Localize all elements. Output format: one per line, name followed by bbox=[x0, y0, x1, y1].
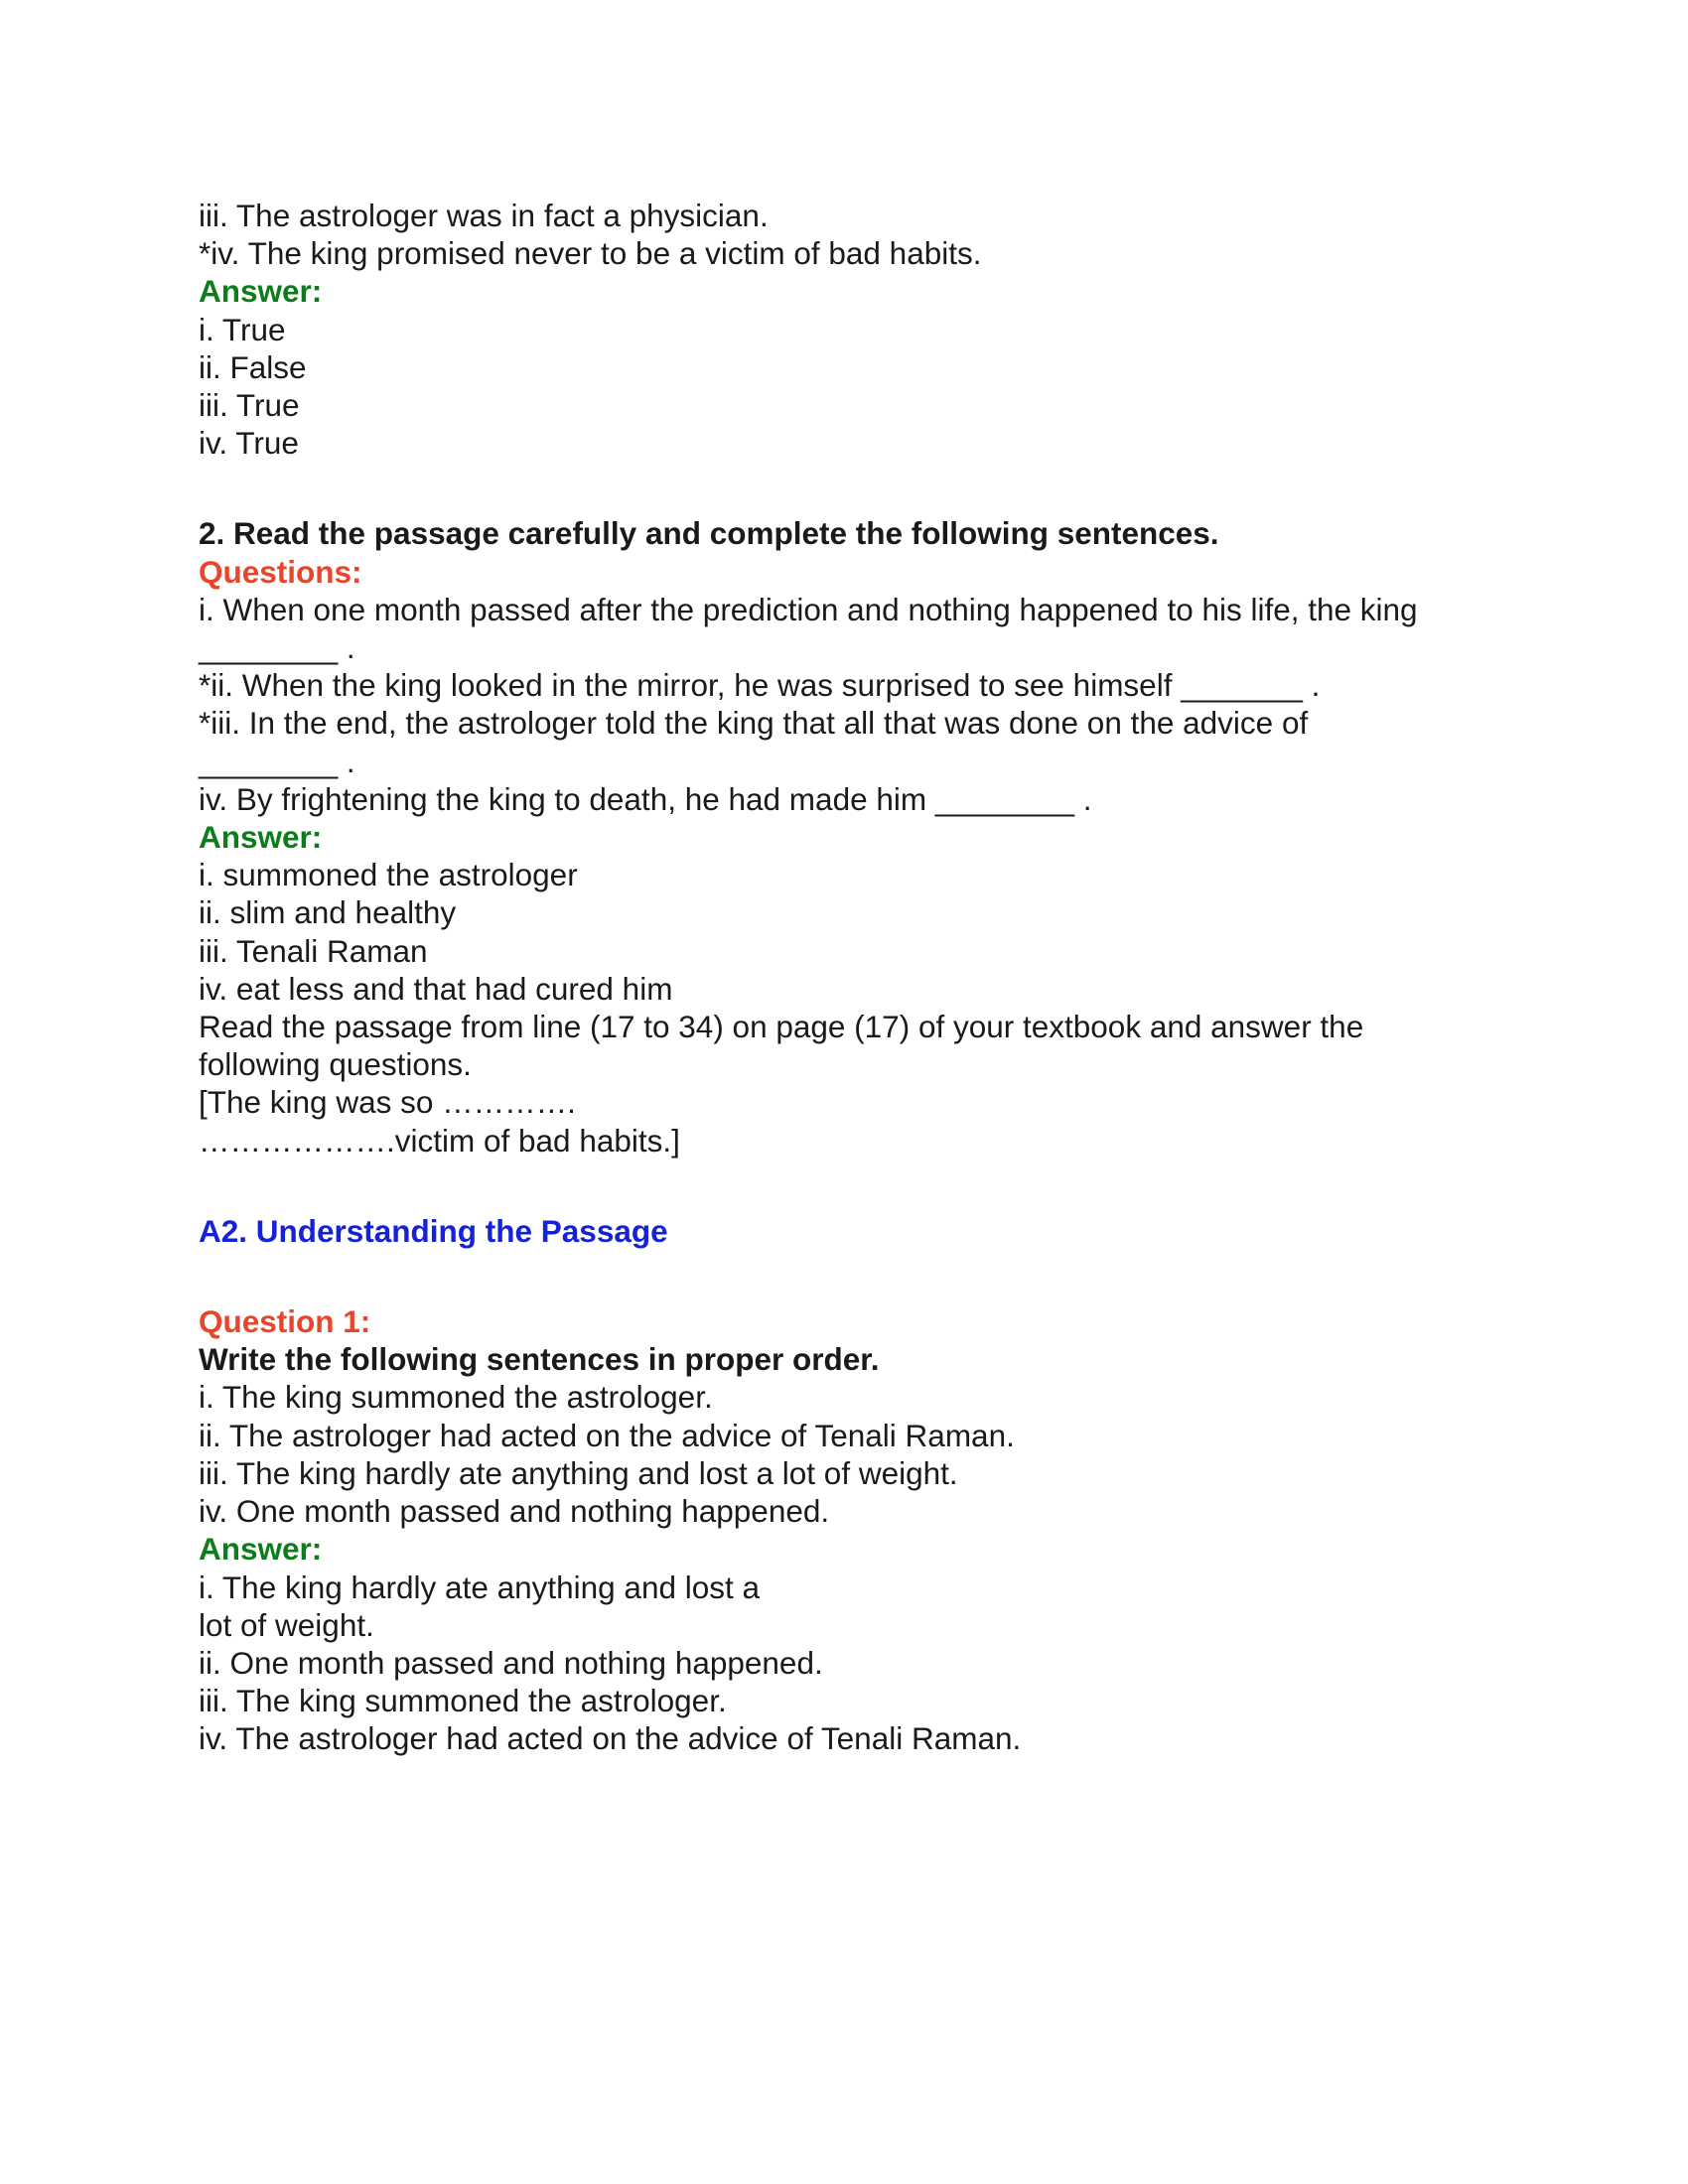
spacer bbox=[199, 1250, 1509, 1302]
questions-label: Questions: bbox=[199, 553, 362, 590]
question-line: i. When one month passed after the prediction and nothing happened to his life, the king bbox=[199, 591, 1418, 627]
question-prompt: Write the following sentences in proper order. bbox=[199, 1341, 880, 1378]
complete-sentences-section bbox=[199, 514, 1509, 1159]
instruction-line: ……………….victim of bad habits.] bbox=[199, 1122, 680, 1159]
answer-line: iii. Tenali Raman bbox=[199, 932, 428, 969]
spacer bbox=[199, 1160, 1509, 1212]
question-label: Question 1: bbox=[199, 1303, 371, 1340]
true-false-section bbox=[199, 197, 1509, 462]
answer-label: Answer: bbox=[199, 819, 323, 856]
question-line: iv. By frightening the king to death, he had made him ________ . bbox=[199, 780, 1092, 817]
a2-heading: A2. Understanding the Passage bbox=[199, 1212, 668, 1249]
question-item: iii. The king hardly ate anything and lost a lot of weight. bbox=[199, 1454, 958, 1491]
answer-line: iii. True bbox=[199, 387, 300, 424]
section-heading: 2. Read the passage carefully and complete the following sentences. bbox=[199, 515, 1219, 552]
question-line: *iii. In the end, the astrologer told the king that all that was done on the advice of bbox=[199, 705, 1309, 742]
question-item: iv. One month passed and nothing happened. bbox=[199, 1493, 830, 1530]
answer-line: ii. slim and healthy bbox=[199, 894, 457, 931]
instruction-line: Read the passage from line (17 to 34) on page (17) of your textbook and answer the bbox=[199, 1009, 1364, 1045]
answer-line: iv. eat less and that had cured him bbox=[199, 970, 673, 1007]
question-item: ii. The astrologer had acted on the advice of Tenali Raman. bbox=[199, 1417, 1015, 1453]
statement-line: *iv. The king promised never to be a victim of bad habits. bbox=[199, 235, 982, 272]
answer-line: i. True bbox=[199, 311, 286, 347]
statement-line: iii. The astrologer was in fact a physician. bbox=[199, 198, 769, 233]
question-line: ________ . bbox=[199, 743, 355, 779]
instruction-line: following questions. bbox=[199, 1046, 472, 1083]
question-item: i. The king summoned the astrologer. bbox=[199, 1379, 713, 1416]
answer-label: Answer: bbox=[199, 273, 323, 310]
answer-label: Answer: bbox=[199, 1531, 323, 1568]
answer-line: ii. False bbox=[199, 348, 307, 385]
instruction-line: [The king was so …………. bbox=[199, 1084, 576, 1121]
question-line: ________ . bbox=[199, 629, 355, 666]
answer-line: i. summoned the astrologer bbox=[199, 857, 578, 893]
answer-line: i. The king hardly ate anything and lost a bbox=[199, 1569, 761, 1605]
answer-line: lot of weight. bbox=[199, 1606, 374, 1643]
answer-line: ii. One month passed and nothing happened. bbox=[199, 1644, 823, 1681]
page-content bbox=[199, 197, 1509, 1758]
question-line: *ii. When the king looked in the mirror, he was surprised to see himself _______ . bbox=[199, 667, 1321, 704]
answer-line: iii. The king summoned the astrologer. bbox=[199, 1683, 727, 1719]
spacer bbox=[199, 462, 1509, 514]
answer-line: iv. The astrologer had acted on the advice of Tenali Raman. bbox=[199, 1720, 1022, 1757]
question-1-section bbox=[199, 1302, 1509, 1757]
answer-line: iv. True bbox=[199, 425, 299, 462]
